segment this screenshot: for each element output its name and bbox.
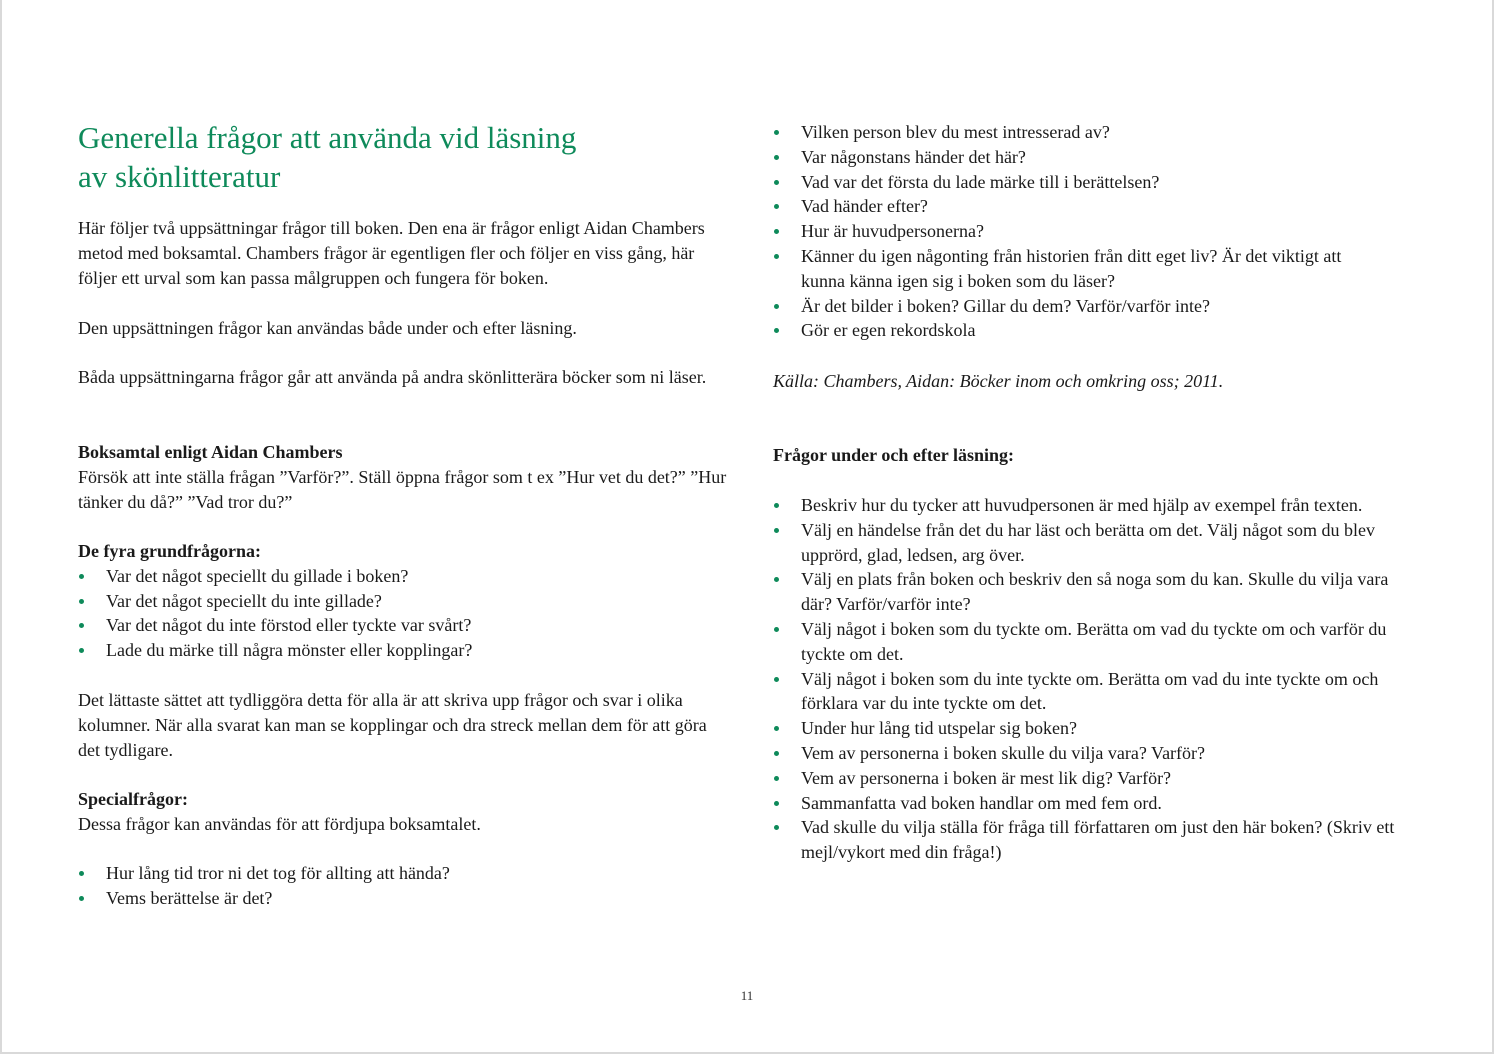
chambers-heading: Boksamtal enligt Aidan Chambers — [78, 442, 343, 462]
title-line-1: Generella frågor att använda vid läsning — [78, 120, 577, 155]
grundfragor-heading: De fyra grundfrågorna: — [78, 541, 261, 561]
page-number: 11 — [740, 988, 754, 1003]
grundfragor-list — [78, 564, 728, 663]
intro-paragraph-3: Båda uppsättningarna frågor går att använda på andra skönlitterära böcker som ni läser. — [78, 367, 707, 387]
title-line-2: av skönlitteratur — [78, 159, 281, 194]
special-section — [78, 787, 728, 837]
list-item: Var det något speciellt du inte gillade? — [78, 589, 728, 614]
list-item: Hur är huvudpersonerna? — [773, 219, 1383, 244]
list-item: Känner du igen någonting från historien från ditt eget liv? Är det viktigt att kunna känna igen sig i boken som du läser? — [773, 244, 1383, 294]
list-item: Hur lång tid tror ni det tog för allting att hända? — [78, 861, 728, 886]
under-heading: Frågor under och efter läsning: — [773, 445, 1014, 465]
special-text: Dessa frågor kan användas för att fördjupa boksamtalet. — [78, 813, 481, 834]
grundfragor-section — [78, 539, 728, 663]
list-item: Beskriv hur du tycker att huvudpersonen är med hjälp av exempel från texten. — [773, 493, 1423, 518]
tip-paragraph: Det lättaste sättet att tydliggöra detta för alla är att skriva upp frågor och svar i olika kolumner. När alla svarat kan man se kopplingar och dra streck mellan dem för att göra det tydligare. — [78, 690, 707, 760]
list-item: Vilken person blev du mest intresserad av? — [773, 120, 1383, 145]
list-item: Vems berättelse är det? — [78, 886, 728, 911]
list-item: Välj något i boken som du inte tyckte om. Berätta om vad du inte tyckte om och förklara var du inte tyckte om det. — [773, 667, 1423, 717]
list-item: Var någonstans händer det här? — [773, 145, 1383, 170]
source-citation: Källa: Chambers, Aidan: Böcker inom och omkring oss; 2011. — [773, 371, 1224, 391]
list-item: Under hur lång tid utspelar sig boken? — [773, 716, 1423, 741]
chambers-section — [78, 440, 728, 514]
list-item: Vem av personerna i boken är mest lik dig? Varför? — [773, 766, 1423, 791]
list-item: Välj något i boken som du tyckte om. Berätta om vad du tyckte om och varför du tyckte om det. — [773, 617, 1423, 667]
chambers-text: Försök att inte ställa frågan ”Varför?”. Ställ öppna frågor som t ex ”Hur vet du det?” ”Hur tänker du då?” ”Vad tror du?” — [78, 466, 727, 512]
list-item: Var det något speciellt du gillade i boken? — [78, 564, 728, 589]
under-list-wrap — [773, 493, 1423, 865]
list-item: Vad händer efter? — [773, 194, 1383, 219]
document-page — [2, 0, 1492, 1052]
intro-paragraph: Här följer två uppsättningar frågor till boken. Den ena är frågor enligt Aidan Chambers metod med boksamtal. Chambers frågor är egentligen fler och följer en viss gång, här följer ett urval som kan passa målgruppen och fungera för boken. — [78, 218, 705, 288]
special-list-right-wrap — [773, 120, 1383, 343]
list-item: Välj en händelse från det du har läst och berätta om det. Välj något som du blev upprörd, glad, ledsen, arg över. — [773, 518, 1423, 568]
list-item: Sammanfatta vad boken handlar om med fem ord. — [773, 791, 1423, 816]
under-list — [773, 493, 1423, 865]
list-item: Vad var det första du lade märke till i berättelsen? — [773, 170, 1383, 195]
list-item: Vad skulle du vilja ställa för fråga till författaren om just den här boken? (Skriv ett mejl/vykort med din fråga!) — [773, 815, 1423, 865]
special-list-right — [773, 120, 1383, 343]
list-item: Gör er egen rekordskola — [773, 318, 1383, 343]
special-list-left-wrap — [78, 861, 728, 911]
list-item: Lade du märke till några mönster eller kopplingar? — [78, 638, 728, 663]
intro-paragraph-2: Den uppsättningen frågor kan användas både under och efter läsning. — [78, 318, 577, 338]
page-title — [78, 118, 678, 196]
list-item: Är det bilder i boken? Gillar du dem? Varför/varför inte? — [773, 294, 1383, 319]
special-list-left — [78, 861, 728, 911]
list-item: Välj en plats från boken och beskriv den så noga som du kan. Skulle du vilja vara där? Varför/varför inte? — [773, 567, 1423, 617]
list-item: Vem av personerna i boken skulle du vilja vara? Varför? — [773, 741, 1423, 766]
special-heading: Specialfrågor: — [78, 789, 188, 809]
list-item: Var det något du inte förstod eller tyckte var svårt? — [78, 613, 728, 638]
